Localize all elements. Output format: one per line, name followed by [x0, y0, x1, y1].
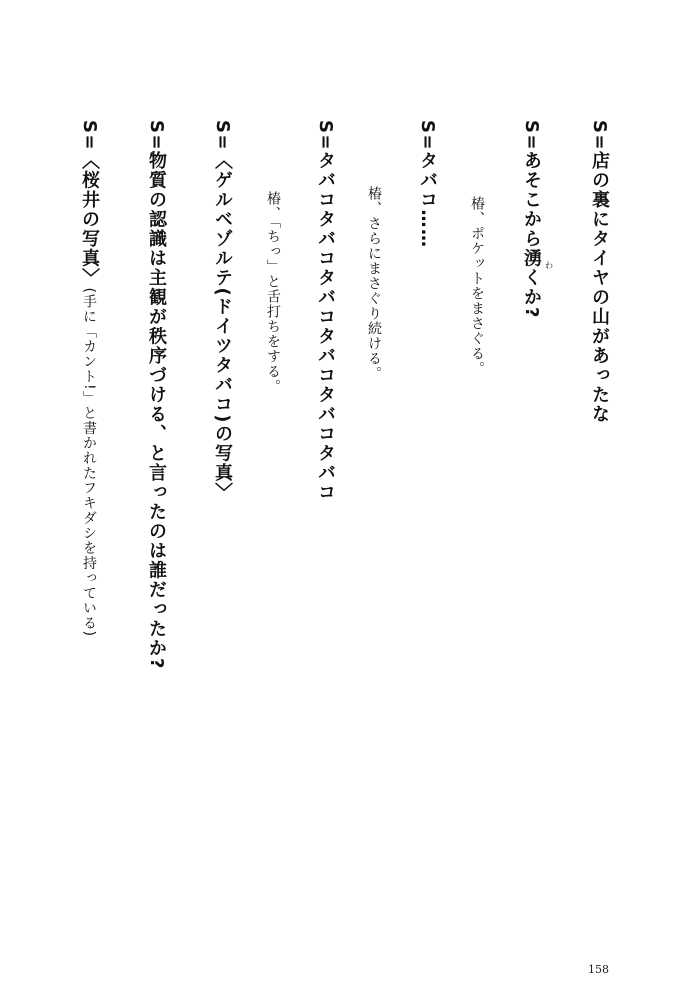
scene-line-5: S=〈ゲルベゾルテ(ドイツタバコ)の写真〉 [212, 120, 233, 502]
scene-line-6: S=物質の認識は主観が秩序づける、と言ったのは誰だったか? [146, 120, 167, 670]
scene-line-1: S=店の裏にタイヤの山があったな [589, 120, 610, 425]
scene-line-2: S=あそこから湧くか? [521, 120, 542, 319]
stage-direction-3: 椿、「ちっ」と舌打ちをする。 [265, 191, 281, 394]
scene-line-4: S=タバコタバコタバコタバコタバコタバコ [315, 120, 336, 503]
stage-direction-1: 椿、ポケットをまさぐる。 [469, 196, 485, 376]
page-number: 158 [588, 963, 609, 976]
ruby-annotation: わ [545, 261, 553, 270]
scene-line-3: S=タバコ…… [417, 120, 438, 249]
scene-line-7-note: (手に「カント!」と書かれたフキダシを持っている) [81, 287, 97, 638]
scene-line-7 [80, 120, 98, 637]
stage-direction-2: 椿、さらにまさぐり続ける。 [366, 186, 382, 381]
scene-line-7-main: S=〈桜井の写真〉 [79, 120, 100, 288]
